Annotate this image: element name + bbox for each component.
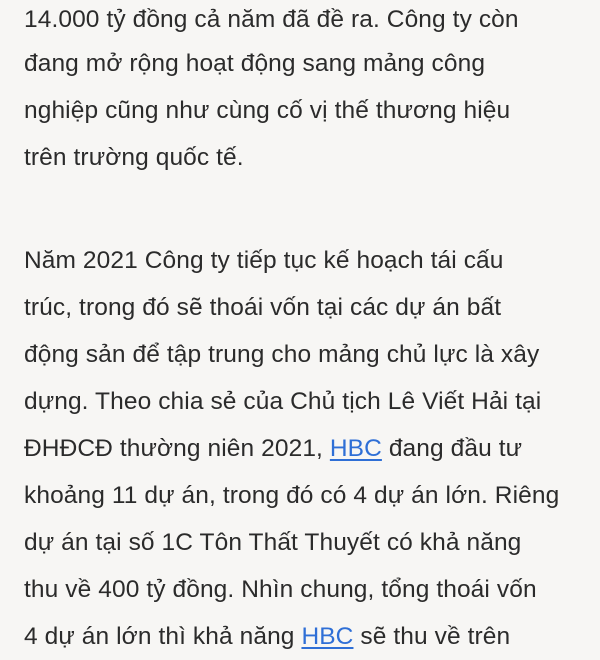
- article-paragraph-1: [24, 0, 584, 181]
- paragraph-line: Năm 2021 Công ty tiếp tục kế hoạch tái cấu: [24, 247, 504, 274]
- line-text: 4 dự án lớn thì khả năng: [24, 623, 302, 650]
- line-text: ĐHĐCĐ thường niên 2021,: [24, 435, 330, 462]
- paragraph-line: trên trường quốc tế.: [24, 144, 244, 171]
- article-paragraph-2: [24, 237, 584, 660]
- hbc-stock-link[interactable]: HBC: [301, 623, 354, 650]
- paragraph-line-with-link: [24, 425, 584, 472]
- article-body: [24, 0, 584, 660]
- paragraph-line: dựng. Theo chia sẻ của Chủ tịch Lê Viết Hải tại: [24, 388, 542, 415]
- paragraph-line: động sản để tập trung cho mảng chủ lực là xây: [24, 341, 540, 368]
- paragraph-line: đang mở rộng hoạt động sang mảng công: [24, 50, 486, 77]
- paragraph-line: dự án tại số 1C Tôn Thất Thuyết có khả năng: [24, 529, 522, 556]
- paragraph-line: 14.000 tỷ đồng cả năm đã đề ra. Công ty còn: [24, 6, 519, 33]
- paragraph-line: thu về 400 tỷ đồng. Nhìn chung, tổng thoái vốn: [24, 576, 537, 603]
- line-text: sẽ thu về trên: [353, 623, 511, 650]
- line-text: đang đầu tư: [381, 435, 523, 462]
- paragraph-line: trúc, trong đó sẽ thoái vốn tại các dự án bất: [24, 294, 502, 321]
- paragraph-line-with-link: [24, 613, 584, 660]
- paragraph-spacer: [24, 181, 584, 237]
- paragraph-line: khoảng 11 dự án, trong đó có 4 dự án lớn. Riêng: [24, 482, 560, 509]
- paragraph-line: nghiệp cũng như cùng cố vị thế thương hiệu: [24, 97, 511, 124]
- hbc-stock-link[interactable]: HBC: [329, 435, 382, 462]
